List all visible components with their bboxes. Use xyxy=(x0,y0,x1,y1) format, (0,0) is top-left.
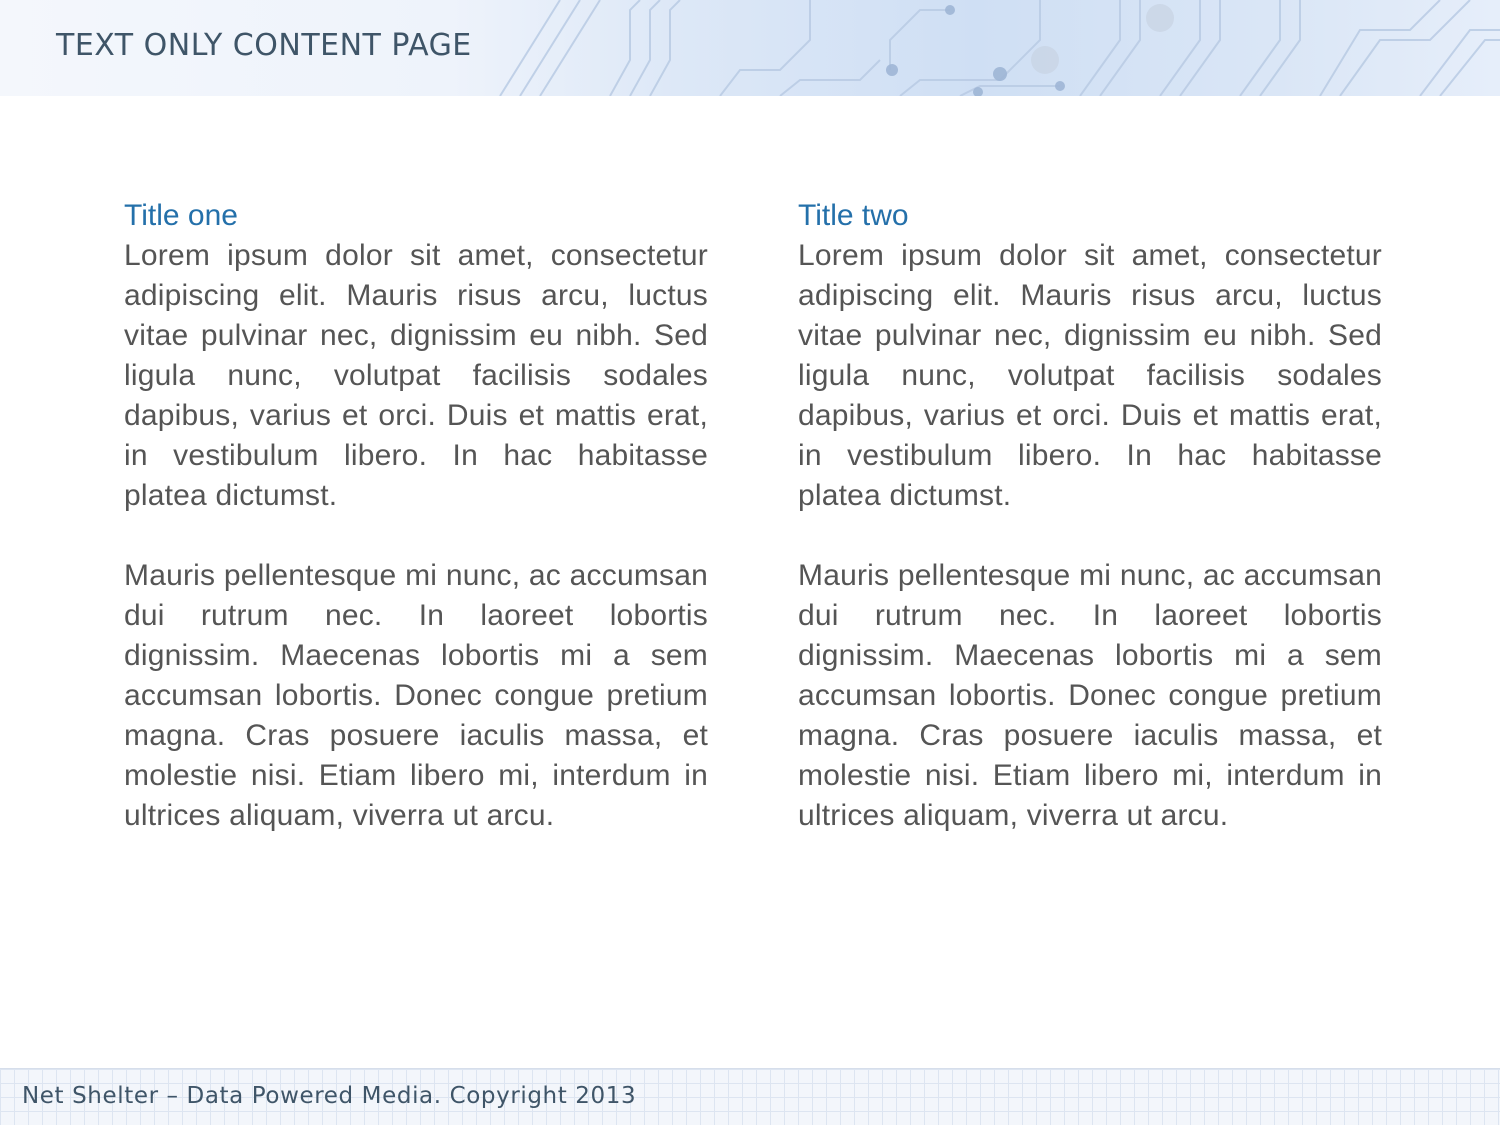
copyright-text: Net Shelter – Data Powered Media. Copyright 2013 xyxy=(22,1083,637,1109)
circuit-board-decoration xyxy=(480,0,1500,96)
page-title: TEXT ONLY CONTENT PAGE xyxy=(56,28,472,63)
column-paragraph: Lorem ipsum dolor sit amet, consectetur adipiscing elit. Mauris risus arcu, luctus vitae pulvinar nec, dignissim eu nibh. Sed ligula nunc, volutpat facilisis sodales dapibus, varius et orci. Duis et mattis erat, in vestibulum libero. In hac habitasse platea dictumst. xyxy=(124,239,708,512)
text-column-two xyxy=(798,196,1382,836)
column-paragraph: Lorem ipsum dolor sit amet, consectetur adipiscing elit. Mauris risus arcu, luctus vitae pulvinar nec, dignissim eu nibh. Sed ligula nunc, volutpat facilisis sodales dapibus, varius et orci. Duis et mattis erat, in vestibulum libero. In hac habitasse platea dictumst. xyxy=(798,239,1382,512)
column-title: Title one xyxy=(124,199,238,232)
text-column-one xyxy=(124,196,708,836)
column-paragraph: Mauris pellentesque mi nunc, ac accumsan dui rutrum nec. In laoreet lobortis dignissim. Maecenas lobortis mi a sem accumsan lobortis. Donec congue pretium magna. Cras posuere iaculis massa, et molestie nisi. Etiam libero mi, interdum in ultrices aliquam, viverra ut arcu. xyxy=(124,559,708,832)
footer-bar xyxy=(0,1068,1500,1125)
header-banner xyxy=(0,0,1500,96)
column-paragraph: Mauris pellentesque mi nunc, ac accumsan dui rutrum nec. In laoreet lobortis dignissim. Maecenas lobortis mi a sem accumsan lobortis. Donec congue pretium magna. Cras posuere iaculis massa, et molestie nisi. Etiam libero mi, interdum in ultrices aliquam, viverra ut arcu. xyxy=(798,559,1382,832)
column-title: Title two xyxy=(798,199,909,232)
